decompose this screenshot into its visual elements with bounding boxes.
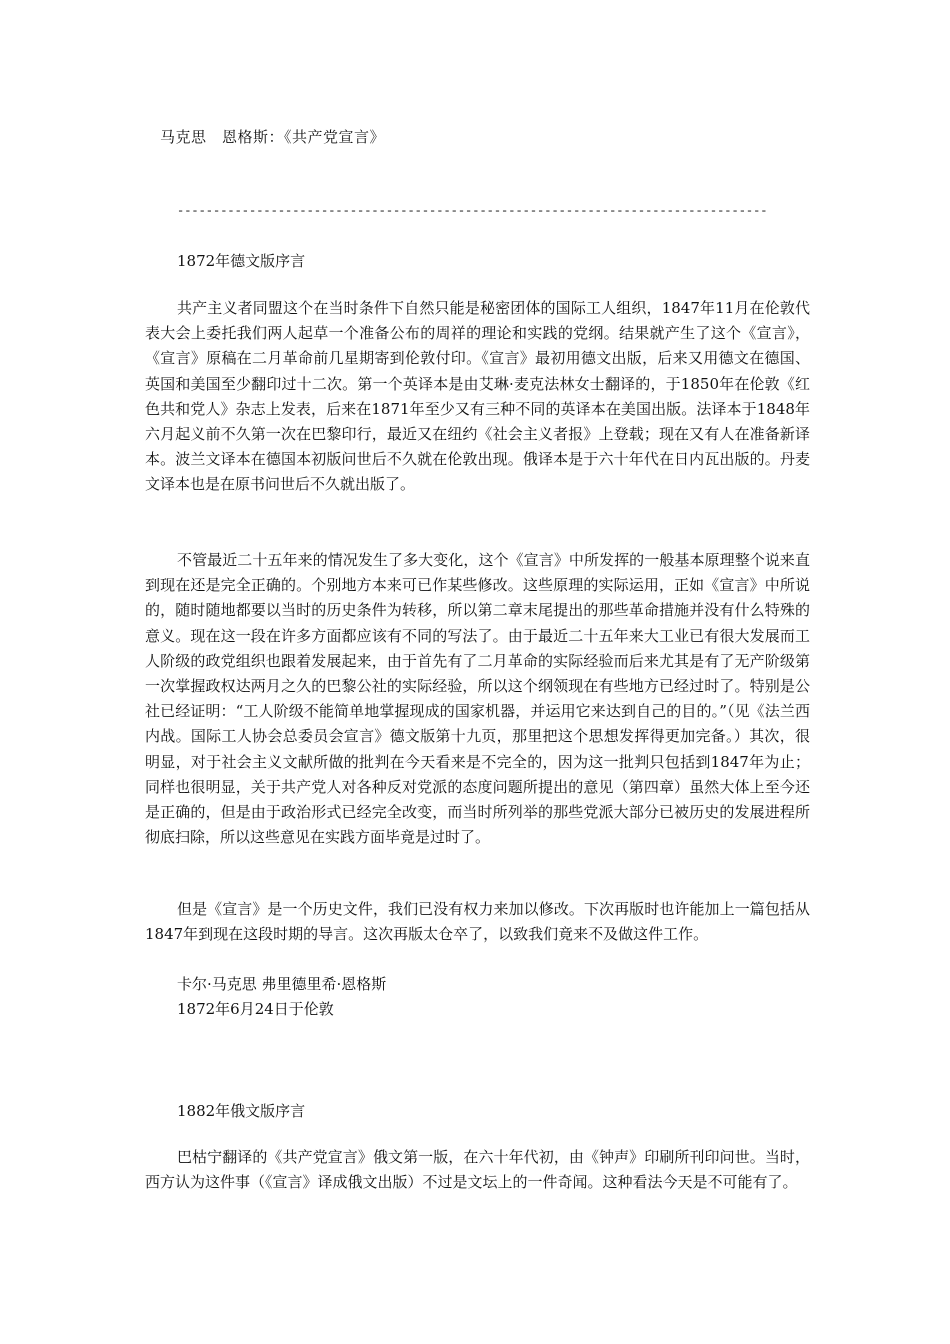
signature: 卡尔·马克思 弗里德里希·恩格斯 (177, 975, 387, 993)
paragraph-1882-1: 巴枯宁翻译的《共产党宣言》俄文第一版，在六十年代初，由《钟声》印刷所刊印问世。当时，西方认为这件事（《宣言》译成俄文出版）不过是文坛上的一件奇闻。这种看法今天是不可能有了。 (145, 1148, 810, 1192)
separator-line: ---------------------------------------------------------------------------------- (177, 204, 768, 218)
section-heading-1882: 1882年俄文版序言 (177, 1102, 306, 1120)
signature-date: 1872年6月24日于伦敦 (177, 1000, 334, 1018)
paragraph-1872-1: 共产主义者同盟这个在当时条件下自然只能是秘密团体的国际工人组织，1847年11月在伦敦代表大会上委托我们两人起草一个准备公布的周祥的理论和实践的党纲。结果就产生了这个《宣言》，《宣言》原稿在二月革命前几星期寄到伦敦付印。《宣言》最初用德文出版，后来又用德文在德国、英国和美国至少翻印过十二次。第一个英译本是由艾琳·麦克法林女士翻译的，于1850年在伦敦《红色共和党人》杂志上发表，后来在1871年至少又有三种不同的英译本在美国出版。法译本于1848年六月起义前不久第一次在巴黎印行，最近又在纽约《社会主义者报》上登载；现在又有人在准备新译本。波兰文译本在德国本初版问世后不久就在伦敦出现。俄译本是于六十年代在日内瓦出版的。丹麦文译本也是在原书问世后不久就出版了。 (145, 299, 810, 494)
paragraph-1872-2: 不管最近二十五年来的情况发生了多大变化，这个《宣言》中所发挥的一般基本原理整个说来直到现在还是完全正确的。个别地方本来可已作某些修改。这些原理的实际运用，正如《宣言》中所说的，随时随地都要以当时的历史条件为转移，所以第二章末尾提出的那些革命措施并没有什么特殊的意义。现在这一段在许多方面都应该有不同的写法了。由于最近二十五年来大工业已有很大发展而工人阶级的政党组织也跟着发展起来，由于首先有了二月革命的实际经验而后来尤其是有了无产阶级第一次掌握政权达两月之久的巴黎公社的实际经验，所以这个纲领现在有些地方已经过时了。特别是公社已经证明：“工人阶级不能简单地掌握现成的国家机器，并运用它来达到自己的目的。”（见《法兰西内战。国际工人协会总委员会宣言》德文版第十九页，那里把这个思想发挥得更加完备。）其次，很明显，对于社会主义文献所做的批判在今天看来是不完全的，因为这一批判只包括到1847年为止；同样也很明显，关于共产党人对各种反对党派的态度问题所提出的意见（第四章）虽然大体上至今还是正确的，但是由于政治形式已经完全改变，而当时所列举的那些党派大部分已被历史的发展进程所彻底扫除，所以这些意见在实践方面毕竟是过时了。 (145, 551, 810, 847)
paragraph-1872-3: 但是《宣言》是一个历史文件，我们已没有权力来加以修改。下次再版时也许能加上一篇包括从1847年到现在这段时期的导言。这次再版太仓卒了，以致我们竟来不及做这件工作。 (145, 900, 810, 944)
document-title: 马克思 恩格斯：《共产党宣言》 (160, 128, 386, 146)
section-heading-1872: 1872年德文版序言 (177, 252, 306, 270)
